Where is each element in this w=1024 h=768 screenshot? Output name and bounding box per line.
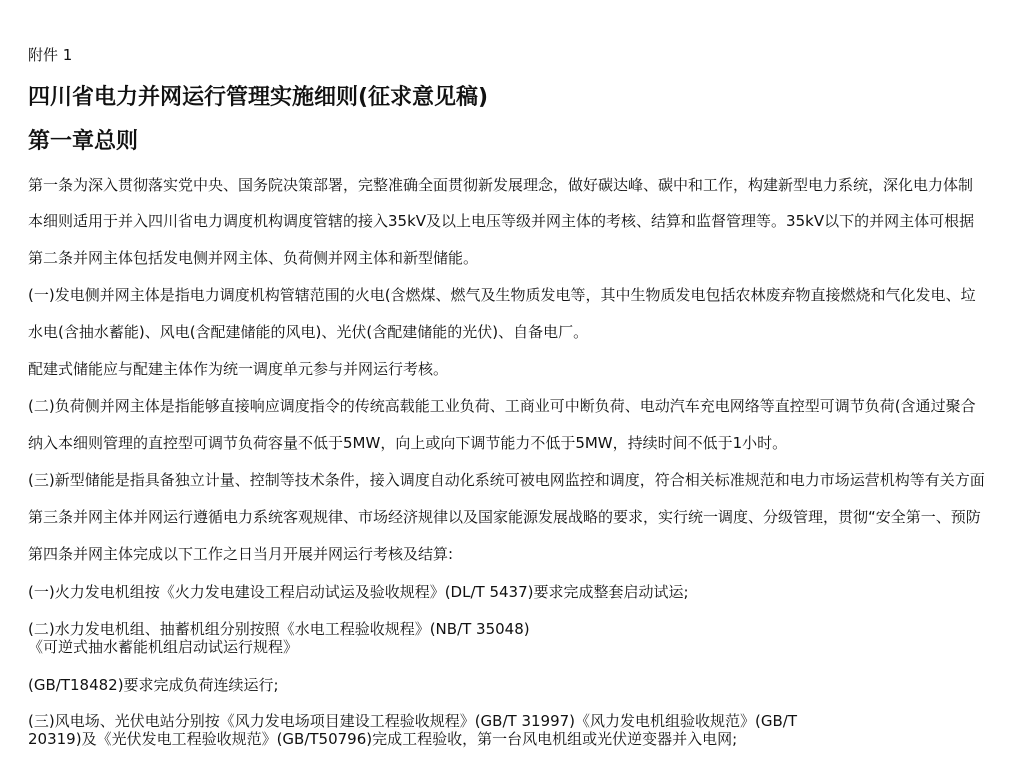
paragraph: (GB/T18482)要求完成负荷连续运行;	[28, 676, 279, 694]
paragraph: 配建式储能应与配建主体作为统一调度单元参与并网运行考核。	[28, 360, 449, 378]
paragraph: (一)火力发电机组按《火力发电建设工程启动试运及验收规程》(DL/T 5437)要求完成整套启动试运;	[28, 583, 689, 601]
paragraph: (二)水力发电机组、抽蓄机组分别按照《水电工程验收规程》(NB/T 35048)《可逆式抽水蓄能机组启动试运行规程》	[28, 620, 530, 656]
paragraph: 第四条并网主体完成以下工作之日当月开展并网运行考核及结算:	[28, 545, 454, 563]
paragraph: 第三条并网主体并网运行遵循电力系统客观规律、市场经济规律以及国家能源发展战略的要求，实行统一调度、分级管理，贯彻“安全第一、预防	[28, 508, 981, 526]
paragraph: (三)新型储能是指具备独立计量、控制等技术条件，接入调度自动化系统可被电网监控和调度，符合相关标准规范和电力市场运营机构等有关方面	[28, 471, 985, 489]
paragraph: 水电(含抽水蓄能)、风电(含配建储能的风电)、光伏(含配建储能的光伏)、自备电厂。	[28, 323, 589, 341]
paragraph: 本细则适用于并入四川省电力调度机构调度管辖的接入35kV及以上电压等级并网主体的考核、结算和监督管理等。35kV以下的并网主体可根据	[28, 212, 975, 230]
paragraph: 第一条为深入贯彻落实党中央、国务院决策部署，完整准确全面贯彻新发展理念，做好碳达峰、碳中和工作，构建新型电力系统，深化电力体制	[28, 176, 974, 194]
paragraph: (三)风电场、光伏电站分别按《风力发电场项目建设工程验收规程》(GB/T 31997)《风力发电机组验收规范》(GB/T 20319)及《光伏发电工程验收规范》(GB/T50796)完成工程验收，第一台风电机组或光伏逆变器并入电网;	[28, 712, 798, 748]
attachment-label: 附件 1	[28, 46, 73, 64]
paragraph: (一)发电侧并网主体是指电力调度机构管辖范围的火电(含燃煤、燃气及生物质发电等，其中生物质发电包括农林废弃物直接燃烧和气化发电、垃	[28, 286, 976, 304]
document-title: 四川省电力并网运行管理实施细则(征求意见稿)	[28, 85, 489, 110]
paragraph: (二)负荷侧并网主体是指能够直接响应调度指令的传统高载能工业负荷、工商业可中断负荷、电动汽车充电网络等直控型可调节负荷(含通过聚合	[28, 397, 976, 415]
chapter-heading: 第一章总则	[28, 129, 139, 154]
paragraph: 第二条并网主体包括发电侧并网主体、负荷侧并网主体和新型储能。	[28, 249, 479, 267]
paragraph: 纳入本细则管理的直控型可调节负荷容量不低于5MW，向上或向下调节能力不低于5MW，持续时间不低于1小时。	[28, 434, 788, 452]
